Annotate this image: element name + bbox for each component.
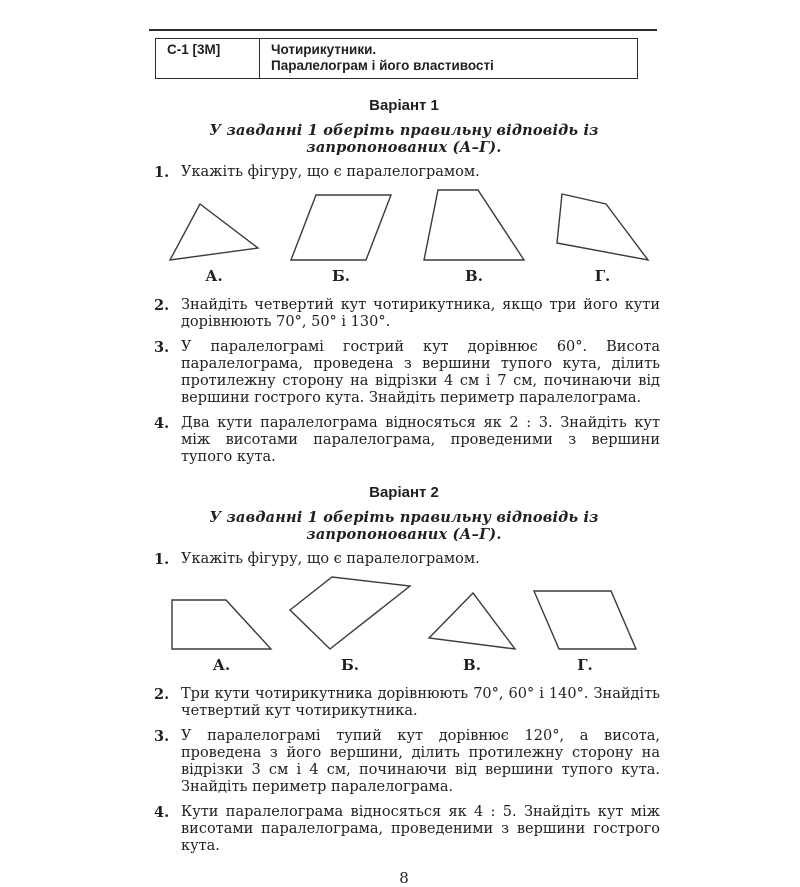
- parallelogram-outline: [291, 195, 391, 260]
- question-number: 1.: [154, 551, 170, 568]
- parallelogram-shape: [532, 589, 638, 651]
- figure-label-b: Б.: [331, 267, 351, 285]
- question-number: 4.: [154, 415, 170, 432]
- question-number: 2.: [154, 686, 170, 703]
- header-table: [155, 38, 638, 79]
- v1-question-2: [154, 297, 660, 331]
- quadrilateral-shape: [288, 575, 412, 651]
- question-number: 3.: [154, 339, 170, 356]
- v1-question-3: [154, 339, 660, 407]
- v1-figure-option-a: [168, 202, 260, 285]
- question-number: 3.: [154, 728, 170, 745]
- top-rule: [149, 29, 657, 31]
- right-trapezoid-outline: [172, 600, 271, 649]
- v2-figure-options: [148, 575, 660, 674]
- triangle-outline: [170, 204, 258, 260]
- page-number: 8: [399, 869, 409, 887]
- question-number: 4.: [154, 804, 170, 821]
- question-number: 2.: [154, 297, 170, 314]
- test-code: С-1 [3М]: [156, 39, 260, 79]
- v1-figure-option-b: [289, 193, 393, 285]
- topic-line-2: Паралелограм і його властивості: [271, 58, 494, 73]
- v1-question-1: [154, 164, 660, 181]
- variant-2-title: Варіант 2: [369, 484, 439, 501]
- v1-figure-options: [148, 188, 660, 285]
- question-text: У паралелограмі тупий кут дорівнює 120°, а висота, проведена з його вершини, ділить протилежну сторону на відрізки 3 см і 4 см, починаючи від вершини тупого кута. Знайдіть периметр паралелограма.: [181, 728, 660, 795]
- v1-figure-option-v: [422, 188, 526, 285]
- question-text: Два кути паралелограма відносяться як 2 : 3. Знайдіть кут між висотами паралелограма, проведеними з вершини тупого кута.: [181, 415, 660, 465]
- question-text: Три кути чотирикутника дорівнюють 70°, 60° і 140°. Знайдіть четвертий кут чотирикутника.: [181, 686, 660, 719]
- v2-question-2: [154, 686, 660, 720]
- topic-line-1: Чотирикутники.: [271, 42, 377, 57]
- v1-figure-option-g: [555, 192, 650, 285]
- figure-label-v: В.: [463, 656, 481, 674]
- v2-figure-option-v: [427, 591, 517, 674]
- question-text: Укажіть фігуру, що є паралелограмом.: [181, 551, 480, 567]
- question-text: Кути паралелограма відносяться як 4 : 5. Знайдіть кут між висотами паралелограма, проведеними з вершини гострого кута.: [181, 804, 660, 854]
- figure-label-g: Г.: [577, 656, 593, 674]
- question-number: 1.: [154, 164, 170, 181]
- question-text: Знайдіть четвертий кут чотирикутника, якщо три його кути дорівнюють 70°, 50° і 130°.: [181, 297, 660, 330]
- right-trapezoid-shape: [170, 598, 273, 651]
- test-topic: [260, 39, 638, 79]
- parallelogram-shape: [289, 193, 393, 262]
- variant-1-instruction: У завданні 1 оберіть правильну відповідь із запропонованих (А–Г).: [209, 122, 599, 156]
- page-content: [148, 29, 660, 887]
- quadrilateral-outline: [557, 194, 648, 260]
- figure-label-g: Г.: [594, 267, 611, 285]
- trapezoid-shape: [422, 188, 526, 262]
- quadrilateral-shape: [555, 192, 650, 262]
- v2-question-1: [154, 551, 660, 568]
- v2-figure-option-a: [170, 598, 273, 674]
- figure-label-b: Б.: [340, 656, 360, 674]
- triangle-outline: [429, 593, 515, 649]
- v2-question-4: [154, 804, 660, 855]
- v2-figure-option-g: [532, 589, 638, 674]
- triangle-shape: [168, 202, 260, 262]
- question-text: Укажіть фігуру, що є паралелограмом.: [181, 164, 480, 180]
- v1-question-4: [154, 415, 660, 466]
- parallelogram-outline: [534, 591, 636, 649]
- question-text: У паралелограмі гострий кут дорівнює 60°. Висота паралелограма, проведена з вершини тупого кута, ділить протилежну сторону на відрізки 4 см і 7 см, починаючи від вершини гострого кута. Знайдіть периметр паралелограма.: [181, 339, 660, 406]
- v2-figure-option-b: [288, 575, 412, 674]
- v2-question-3: [154, 728, 660, 796]
- quadrilateral-outline: [290, 577, 410, 649]
- variant-2-instruction: У завданні 1 оберіть правильну відповідь із запропонованих (А–Г).: [209, 509, 599, 543]
- figure-label-v: В.: [465, 267, 483, 285]
- figure-label-a: А.: [205, 267, 223, 285]
- figure-label-a: А.: [212, 656, 231, 674]
- trapezoid-outline: [424, 190, 524, 260]
- variant-1-title: Варіант 1: [369, 97, 439, 114]
- triangle-shape: [427, 591, 517, 651]
